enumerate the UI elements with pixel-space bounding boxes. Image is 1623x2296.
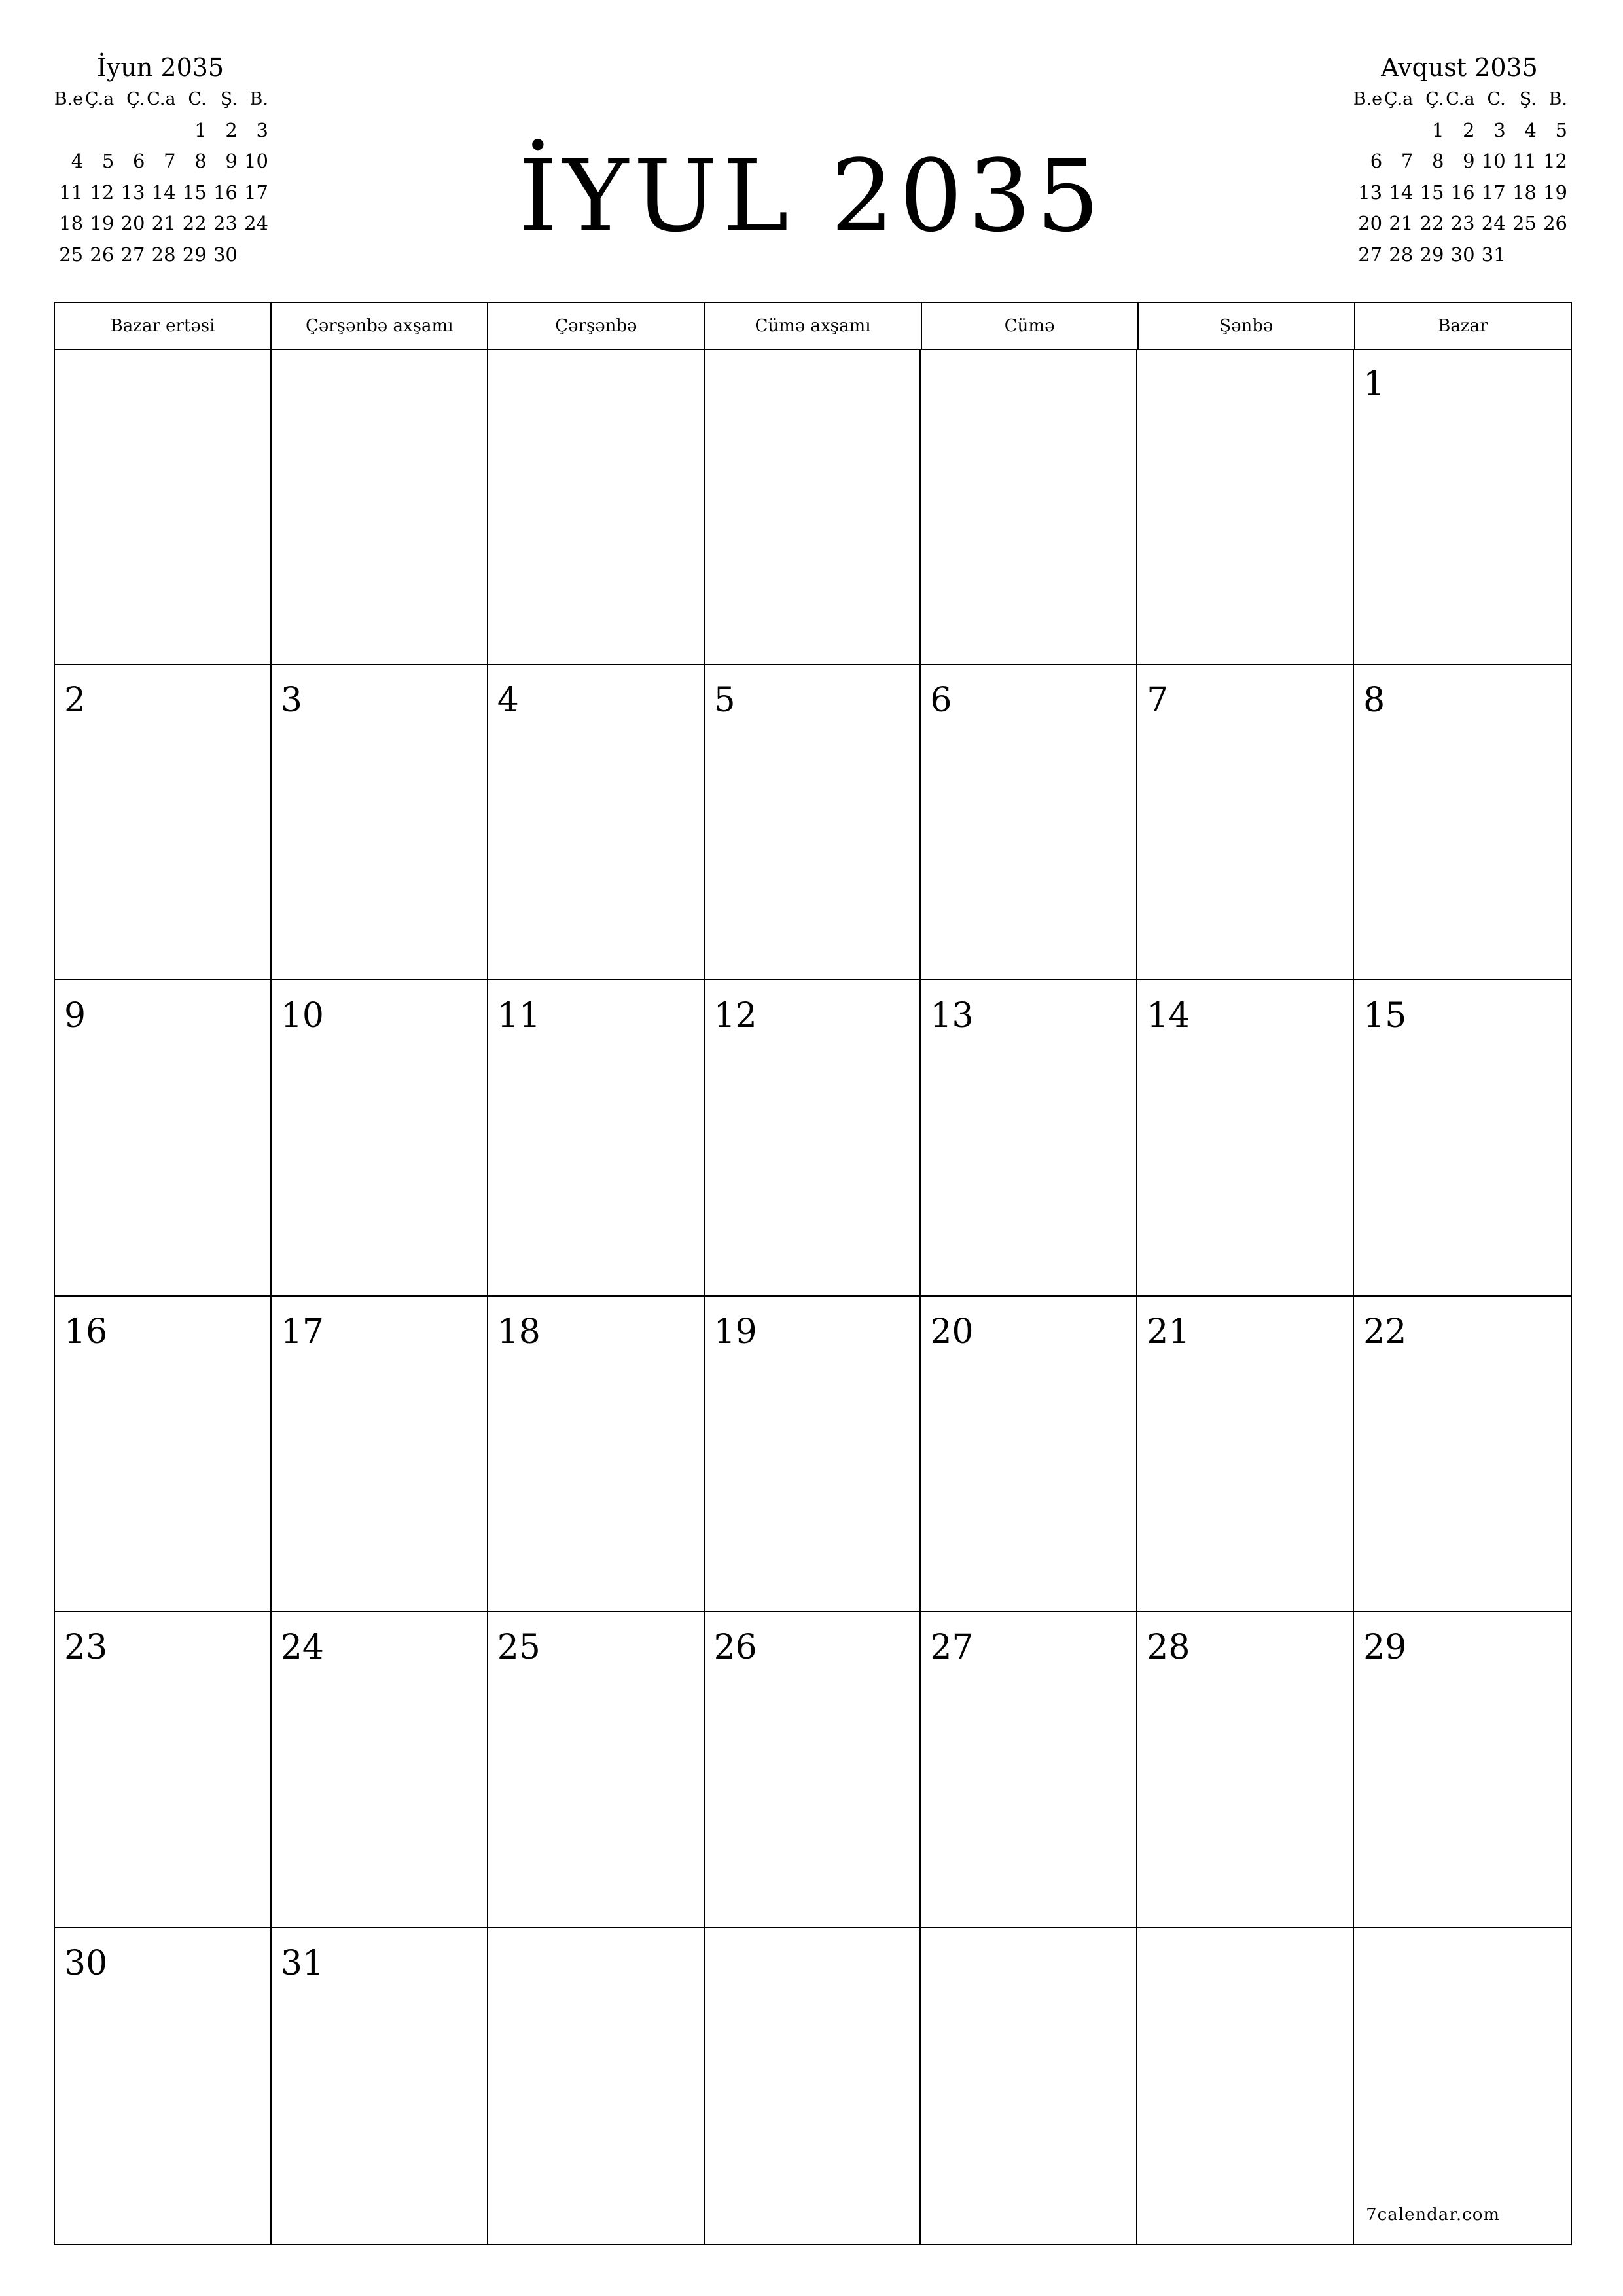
day-number: 22 [1363,1312,1407,1352]
mini-day-number: 22 [1419,212,1444,235]
day-number: 12 [713,996,757,1035]
weekday-header: Şənbə [1139,303,1355,349]
day-number: 9 [64,996,86,1035]
day-number: 14 [1147,996,1190,1035]
mini-day-number: 5 [1555,118,1567,141]
mini-weekday-header: Ç.a [1383,89,1414,109]
day-cell [1354,349,1571,665]
day-cell [272,665,488,981]
mini-day-number: 11 [1512,150,1537,173]
mini-day-number: 12 [1543,150,1567,173]
mini-day-number: 2 [225,118,238,141]
mini-day-number: 25 [59,243,84,266]
day-cell [272,349,488,665]
weekday-header-row [55,303,1571,350]
mini-day-number: 20 [1358,212,1383,235]
mini-day-number [83,115,114,147]
day-number: 27 [930,1628,974,1667]
day-number: 3 [280,680,302,720]
day-number: 11 [497,996,541,1035]
mini-weekday-header: Ç. [126,89,145,109]
day-number: 31 [280,1943,325,1983]
day-cell [921,1297,1137,1613]
day-cell [272,1612,488,1928]
mini-day-number: 8 [194,150,207,173]
weekday-header: Cümə [922,303,1139,349]
mini-day-number: 1 [1431,118,1444,141]
mini-day-number: 26 [1543,212,1567,235]
day-cell [921,349,1137,665]
day-number: 25 [497,1628,541,1667]
mini-day-number: 28 [151,243,176,266]
mini-weekday-header: Ş. [220,89,238,109]
weekday-header: Çərşənbə [488,303,705,349]
mini-calendar-title: Avqust 2035 [1381,53,1538,82]
mini-weekday-header: C.a [1446,89,1475,109]
mini-day-number: 19 [1543,181,1567,204]
mini-weekday-header: Ç. [1425,89,1444,109]
page-title: İYUL 2035 [518,138,1105,254]
day-cell [921,665,1137,981]
mini-day-number: 24 [1481,212,1506,235]
mini-day-number: 17 [244,181,268,204]
day-number: 29 [1363,1628,1407,1667]
mini-calendar-next-month [1351,51,1567,271]
day-cell [272,1297,488,1613]
mini-day-number: 14 [1389,181,1414,204]
day-number: 15 [1363,996,1407,1035]
mini-day-number: 9 [225,150,238,173]
day-number: 19 [713,1312,757,1352]
mini-day-number: 26 [90,243,115,266]
mini-day-number: 30 [1450,243,1475,266]
day-number: 24 [280,1628,325,1667]
mini-day-number: 8 [1431,150,1444,173]
mini-day-number: 12 [90,181,115,204]
day-cell [1137,1612,1354,1928]
mini-weekday-header: B.e [1353,89,1383,109]
credit-text: 7calendar.com [1366,2205,1500,2225]
mini-day-number: 10 [244,150,268,173]
day-number: 7 [1147,680,1169,720]
mini-calendar-grid [52,84,268,271]
day-cell [705,349,921,665]
mini-day-number [1382,115,1413,147]
day-cell [1354,665,1571,981]
mini-day-number [114,115,145,147]
day-number: 26 [713,1628,757,1667]
day-number: 17 [280,1312,325,1352]
day-cell [1354,1928,1571,2244]
day-cell [272,1928,488,2244]
day-cell [705,665,921,981]
mini-day-number: 3 [256,118,268,141]
mini-day-number: 27 [1358,243,1383,266]
day-cell [488,349,705,665]
day-number: 5 [713,680,736,720]
day-number: 18 [497,1312,541,1352]
day-number: 20 [930,1312,974,1352]
day-number: 13 [930,996,974,1035]
day-cell [272,980,488,1297]
mini-day-number [238,240,268,271]
mini-day-number [1506,240,1537,271]
day-number: 30 [64,1943,108,1983]
mini-day-number [145,115,175,147]
mini-day-number: 16 [213,181,238,204]
day-cell [55,980,272,1297]
mini-weekday-header: C. [1487,89,1506,109]
mini-calendar-grid [1351,84,1567,271]
mini-day-number: 14 [151,181,176,204]
day-cell [1137,980,1354,1297]
mini-day-number: 9 [1463,150,1475,173]
mini-day-number: 15 [1419,181,1444,204]
mini-day-number: 6 [132,150,145,173]
day-cell [921,1612,1137,1928]
mini-day-number: 6 [1370,150,1383,173]
mini-weekday-header: B. [249,89,268,109]
mini-day-number: 7 [164,150,176,173]
mini-day-number: 24 [244,212,268,235]
mini-day-number: 11 [59,181,84,204]
mini-day-number: 10 [1481,150,1506,173]
mini-day-number: 17 [1481,181,1506,204]
mini-day-number: 13 [1358,181,1383,204]
weekday-header: Bazar [1438,316,1488,336]
day-cell [705,1928,921,2244]
mini-day-number: 29 [1419,243,1444,266]
mini-day-number: 1 [194,118,207,141]
day-cell [55,1928,272,2244]
day-number: 8 [1363,680,1385,720]
mini-day-number: 30 [213,243,238,266]
mini-day-number: 27 [120,243,145,266]
mini-day-number: 5 [101,150,115,173]
day-number: 10 [280,996,325,1035]
mini-weekday-header: Ş. [1519,89,1537,109]
mini-day-number: 13 [120,181,145,204]
day-cell [1354,1297,1571,1613]
mini-day-number [52,115,83,147]
day-number: 23 [64,1628,108,1667]
mini-day-number: 19 [90,212,115,235]
day-cell [705,1297,921,1613]
month-calendar [54,302,1572,2245]
mini-day-number: 7 [1400,150,1414,173]
day-number: 6 [930,680,952,720]
day-cell [1137,665,1354,981]
day-number: 4 [497,680,519,720]
day-number: 2 [64,680,86,720]
mini-day-number: 23 [1450,212,1475,235]
mini-calendar-previous-month [52,51,268,271]
day-cell [488,980,705,1297]
day-number: 1 [1363,365,1385,404]
mini-day-number: 25 [1512,212,1537,235]
day-cell [55,1297,272,1613]
weekday-header: Bazar ertəsi [55,303,272,349]
mini-day-number: 18 [59,212,84,235]
day-cell [1137,349,1354,665]
day-cell [1354,980,1571,1297]
mini-weekday-header: Ç.a [84,89,115,109]
day-cell [488,665,705,981]
mini-day-number: 16 [1450,181,1475,204]
mini-weekday-header: B. [1548,89,1567,109]
day-cell [1137,1297,1354,1613]
mini-day-number: 15 [182,181,207,204]
mini-day-number: 4 [71,150,84,173]
day-cell [921,1928,1137,2244]
day-cell [705,980,921,1297]
day-grid [55,349,1571,2244]
day-number: 16 [64,1312,108,1352]
day-cell [55,665,272,981]
mini-day-number [1537,240,1567,271]
mini-weekday-header: C. [188,89,207,109]
day-cell [921,980,1137,1297]
day-number: 21 [1147,1312,1190,1352]
day-cell [55,1612,272,1928]
mini-day-number: 2 [1463,118,1475,141]
mini-day-number: 31 [1481,243,1506,266]
mini-day-number: 29 [182,243,207,266]
day-number: 28 [1147,1628,1190,1667]
day-cell [705,1612,921,1928]
day-cell [488,1297,705,1613]
mini-day-number: 4 [1524,118,1537,141]
weekday-header: Çərşənbə axşamı [272,303,488,349]
day-cell [55,349,272,665]
mini-weekday-header: C.a [147,89,176,109]
day-cell [488,1612,705,1928]
mini-day-number: 20 [120,212,145,235]
day-cell [488,1928,705,2244]
weekday-header: Cümə axşamı [705,303,921,349]
mini-day-number [1351,115,1382,147]
day-cell [1137,1928,1354,2244]
mini-day-number: 28 [1389,243,1414,266]
mini-day-number: 21 [1389,212,1414,235]
mini-day-number: 22 [182,212,207,235]
mini-day-number: 21 [151,212,176,235]
mini-day-number: 18 [1512,181,1537,204]
mini-day-number: 23 [213,212,238,235]
day-cell [1354,1612,1571,1928]
mini-calendar-title: İyun 2035 [96,53,224,82]
mini-weekday-header: B.e [54,89,84,109]
mini-day-number: 3 [1493,118,1506,141]
